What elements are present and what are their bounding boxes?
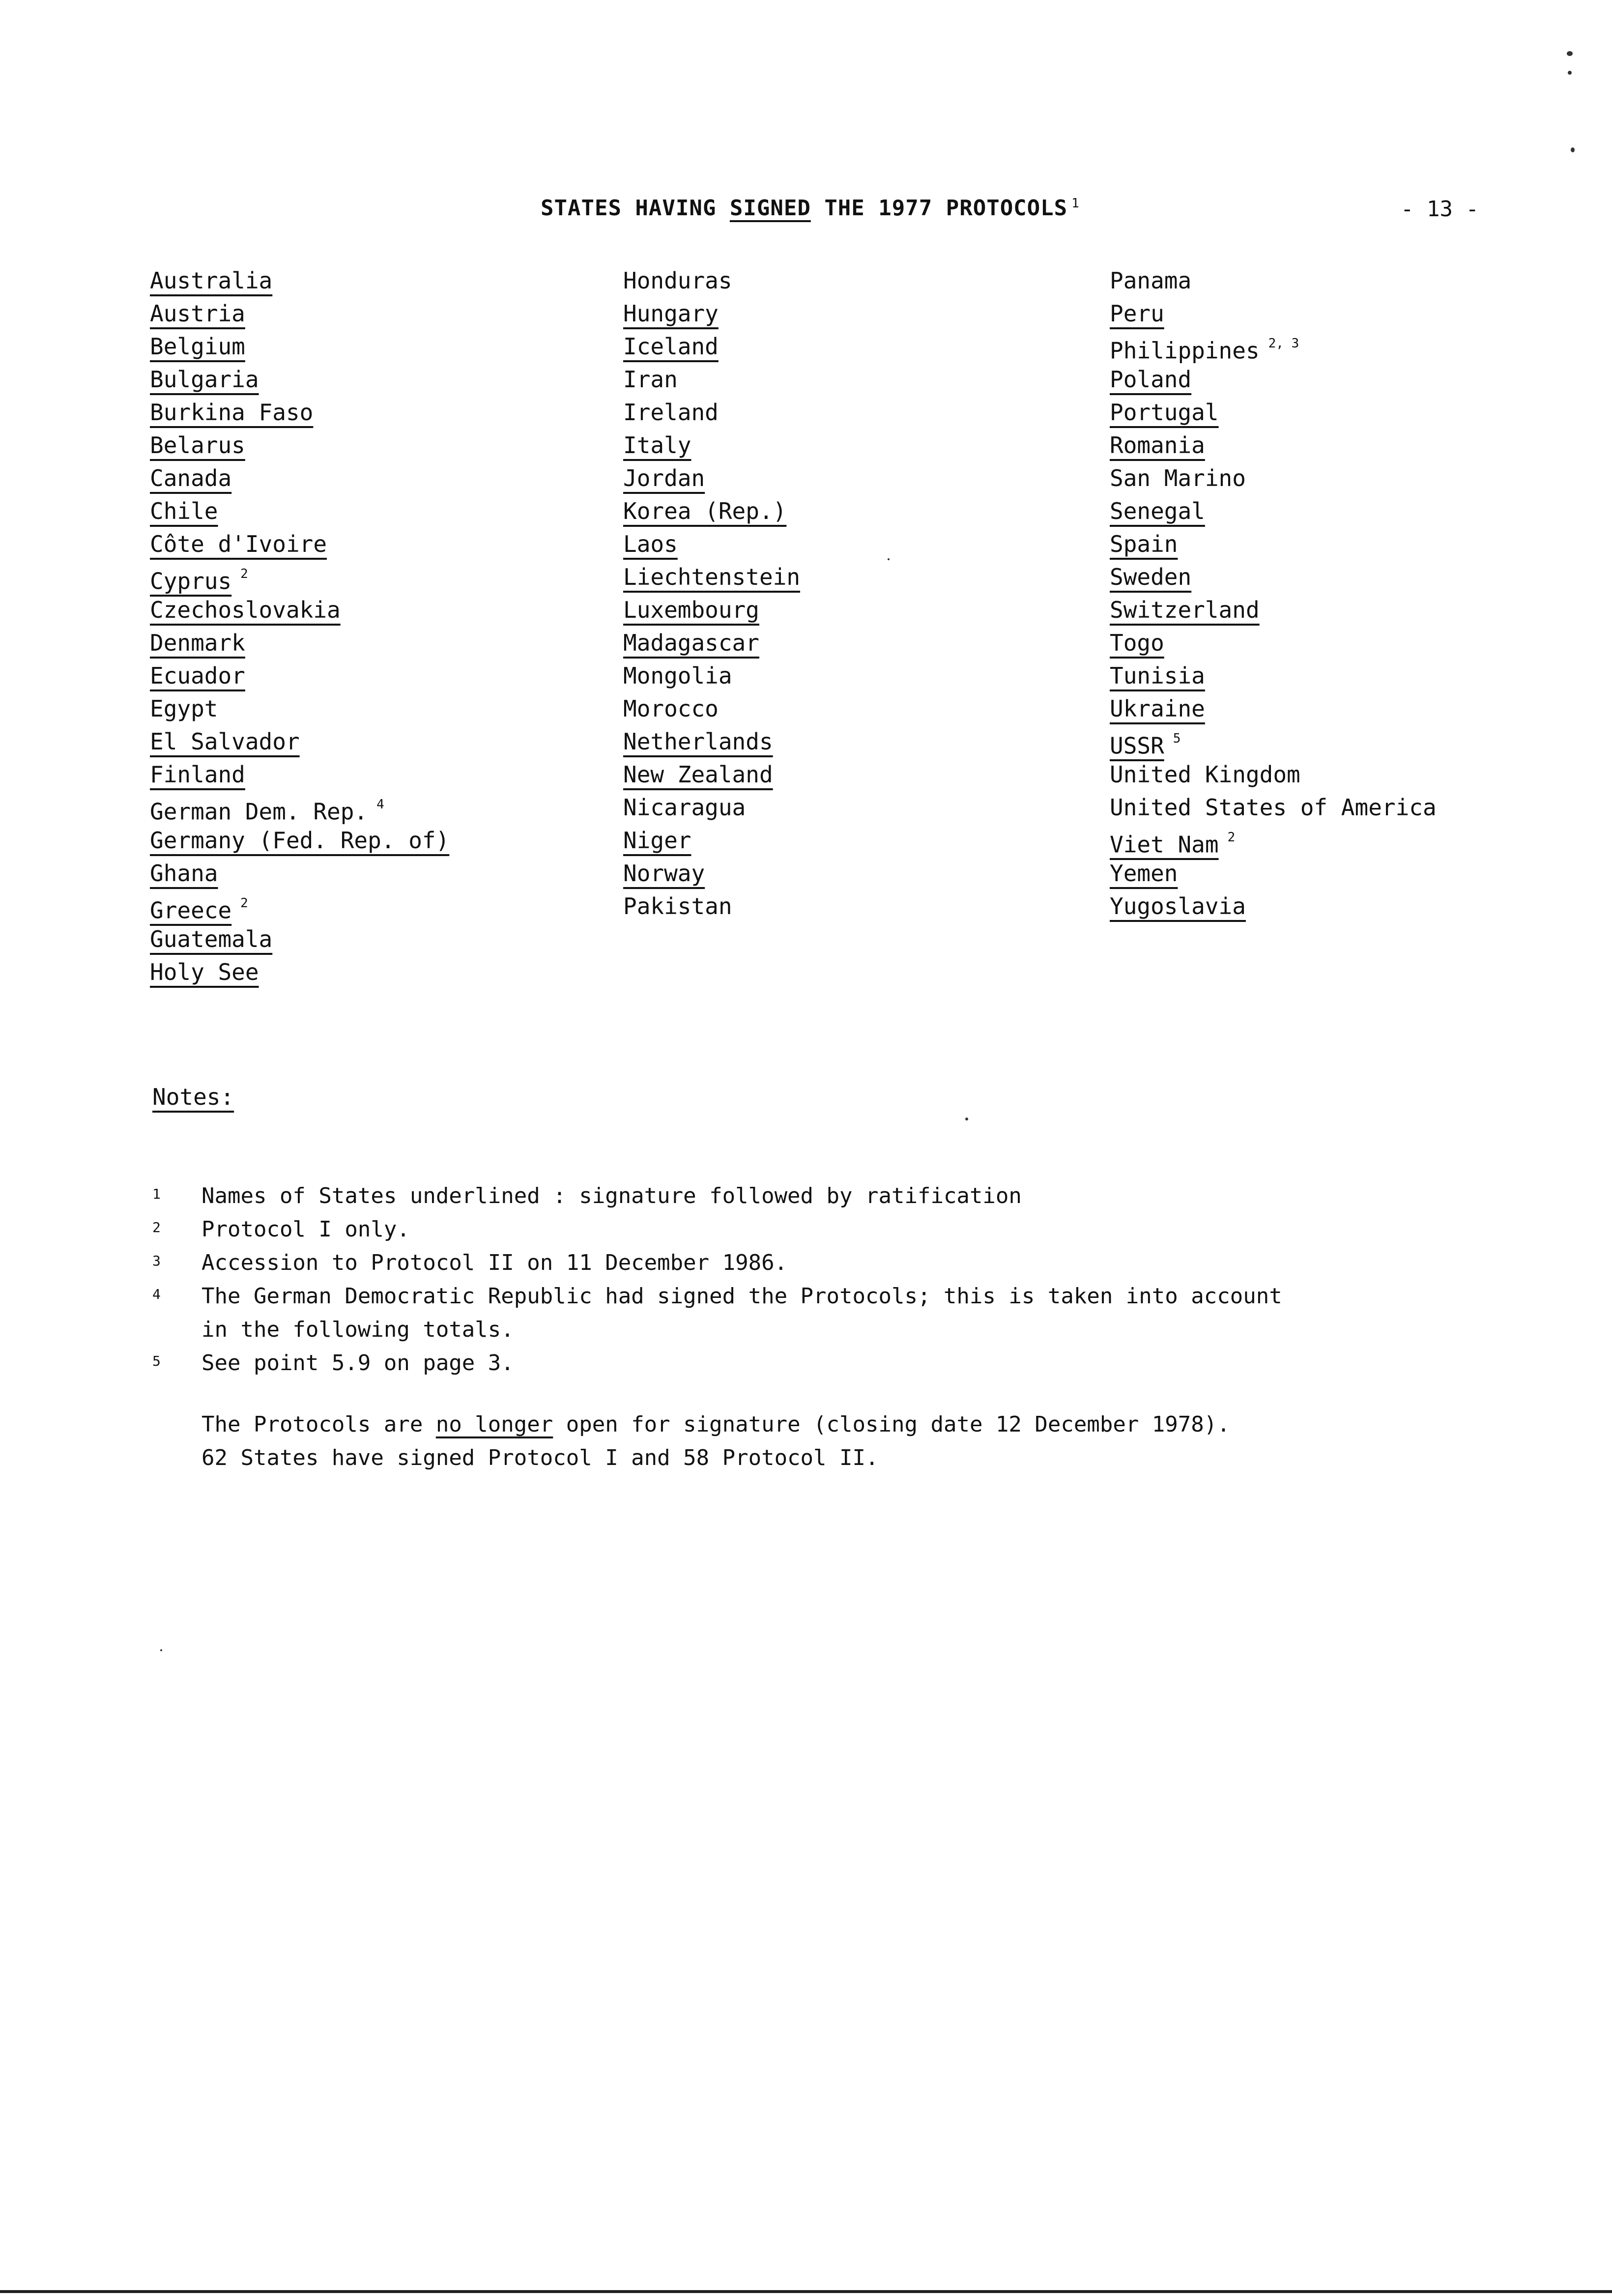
state-entry	[623, 660, 800, 692]
state-name: Hungary	[623, 300, 719, 327]
state-name: Switzerland	[1110, 597, 1260, 623]
state-entry	[1110, 857, 1437, 890]
state-entry	[1110, 330, 1437, 363]
state-name: Luxembourg	[623, 597, 759, 623]
state-name: Norway	[623, 860, 705, 887]
state-entry	[1110, 495, 1437, 528]
state-name: Laos	[623, 531, 678, 557]
note-marker: 5	[152, 1353, 161, 1369]
state-name: Austria	[150, 300, 245, 327]
state-entry	[623, 594, 800, 627]
state-name: Egypt	[150, 695, 218, 722]
state-entry	[623, 857, 800, 890]
notes-heading: Notes:	[152, 1084, 234, 1110]
title-text-underlined: SIGNED	[729, 196, 811, 221]
state-entry	[1110, 594, 1437, 627]
state-entry	[150, 495, 449, 528]
state-name: Czechoslovakia	[150, 597, 341, 623]
state-name: United Kingdom	[1110, 761, 1300, 788]
state-name: New Zealand	[623, 761, 773, 788]
state-footnote-marker: 5	[1173, 731, 1181, 746]
state-name: Morocco	[623, 695, 719, 722]
state-entry	[623, 692, 800, 725]
state-entry	[1110, 627, 1437, 660]
page-number: - 13 -	[1401, 197, 1479, 222]
note-marker: 1	[152, 1186, 161, 1202]
closing-line-2: 62 States have signed Protocol I and 58 Protocol II.	[202, 1445, 879, 1470]
note-text: The German Democratic Republic had signed the Protocols; this is taken into account in the following totals.	[202, 1284, 1282, 1342]
state-footnote-marker: 2	[240, 567, 248, 581]
closing-line-1	[202, 1408, 1230, 1441]
state-footnote-marker: 4	[376, 797, 384, 812]
state-name: Italy	[623, 432, 691, 459]
state-name: Iran	[623, 366, 678, 393]
state-entry	[623, 890, 800, 923]
state-entry	[1110, 890, 1437, 923]
state-entry	[150, 396, 449, 429]
state-name: Liechtenstein	[623, 564, 801, 590]
state-name: Belarus	[150, 432, 245, 459]
state-entry	[623, 791, 800, 824]
state-name: Jordan	[623, 465, 705, 491]
closing-text-after: open for signature (closing date 12 December 1978).	[553, 1412, 1230, 1437]
state-name: Greece	[150, 897, 232, 924]
state-entry	[623, 561, 800, 594]
state-entry	[150, 791, 449, 824]
note-text: Names of States underlined : signature followed by ratification	[202, 1183, 1022, 1208]
state-name: San Marino	[1110, 465, 1246, 491]
state-name: Portugal	[1110, 399, 1219, 426]
state-name: Belgium	[150, 333, 245, 360]
state-entry	[623, 330, 800, 363]
state-entry	[623, 725, 800, 758]
state-entry	[1110, 692, 1437, 725]
state-entry	[1110, 264, 1437, 297]
state-name: Sweden	[1110, 564, 1192, 590]
note-item	[152, 1213, 1282, 1246]
state-name: Holy See	[150, 959, 259, 985]
state-entry	[150, 561, 449, 594]
state-entry	[1110, 561, 1437, 594]
state-name: Senegal	[1110, 498, 1205, 524]
scan-speck	[1567, 51, 1573, 56]
state-entry	[150, 857, 449, 890]
state-entry	[150, 725, 449, 758]
state-name: Canada	[150, 465, 232, 491]
scan-speck	[160, 1649, 162, 1651]
state-name: USSR	[1110, 732, 1164, 759]
state-entry	[150, 429, 449, 462]
state-entry	[1110, 791, 1437, 824]
state-entry	[150, 824, 449, 857]
state-footnote-marker: 2	[240, 896, 248, 911]
state-entry	[150, 462, 449, 495]
note-text: Accession to Protocol II on 11 December 1986.	[202, 1250, 788, 1275]
state-name: Philippines	[1110, 337, 1260, 364]
states-column-1	[150, 264, 449, 989]
note-marker: 2	[152, 1219, 161, 1235]
state-name: Peru	[1110, 300, 1164, 327]
state-name: Yemen	[1110, 860, 1178, 887]
state-entry	[150, 758, 449, 791]
state-name: Viet Nam	[1110, 831, 1219, 858]
closing-paragraph	[202, 1408, 1230, 1475]
bottom-scan-edge	[0, 2290, 1612, 2293]
note-item	[152, 1246, 1282, 1280]
state-entry	[623, 297, 800, 330]
note-marker: 3	[152, 1253, 161, 1269]
state-name: Pakistan	[623, 893, 732, 919]
state-name: Ireland	[623, 399, 719, 426]
state-entry	[623, 429, 800, 462]
state-entry	[623, 462, 800, 495]
state-entry	[1110, 396, 1437, 429]
note-text: Protocol I only.	[202, 1217, 410, 1242]
state-name: Niger	[623, 827, 691, 854]
state-entry	[150, 264, 449, 297]
note-item	[152, 1280, 1282, 1347]
state-name: Côte d'Ivoire	[150, 531, 327, 557]
state-entry	[1110, 824, 1437, 857]
state-name: Netherlands	[623, 728, 773, 755]
state-name: Germany (Fed. Rep. of)	[150, 827, 450, 854]
notes-list	[152, 1179, 1282, 1380]
scan-speck	[1568, 71, 1572, 75]
states-column-3	[1110, 264, 1437, 923]
state-entry	[150, 660, 449, 692]
state-entry	[623, 495, 800, 528]
closing-text-underlined: no longer	[435, 1412, 553, 1437]
state-entry	[150, 363, 449, 396]
state-entry	[150, 297, 449, 330]
scan-speck	[1571, 147, 1575, 152]
state-name: Mongolia	[623, 662, 732, 689]
state-name: Nicaragua	[623, 794, 746, 821]
closing-text-before: The Protocols are	[202, 1412, 436, 1437]
state-entry	[1110, 363, 1437, 396]
note-item	[152, 1179, 1282, 1213]
state-entry	[150, 923, 449, 956]
state-entry	[150, 890, 449, 923]
state-name: Cyprus	[150, 568, 232, 595]
state-entry	[623, 396, 800, 429]
states-column-2	[623, 264, 800, 923]
state-entry	[150, 692, 449, 725]
state-name: Bulgaria	[150, 366, 259, 393]
state-entry	[150, 330, 449, 363]
state-name: Madagascar	[623, 630, 759, 656]
state-entry	[1110, 528, 1437, 561]
state-name: Ukraine	[1110, 695, 1205, 722]
state-entry	[1110, 660, 1437, 692]
title-footnote-marker: 1	[1071, 196, 1080, 211]
state-entry	[1110, 297, 1437, 330]
note-item	[152, 1347, 1282, 1380]
state-entry	[623, 627, 800, 660]
title-text-before: STATES HAVING	[541, 196, 730, 221]
state-entry	[1110, 725, 1437, 758]
state-entry	[623, 758, 800, 791]
state-entry	[150, 956, 449, 989]
state-name: Panama	[1110, 267, 1192, 294]
state-entry	[1110, 462, 1437, 495]
state-footnote-marker: 2, 3	[1268, 336, 1299, 351]
state-name: Tunisia	[1110, 662, 1205, 689]
state-name: Ecuador	[150, 662, 245, 689]
note-marker: 4	[152, 1286, 161, 1302]
state-name: Denmark	[150, 630, 245, 656]
state-name: Spain	[1110, 531, 1178, 557]
state-entry	[150, 594, 449, 627]
state-entry	[623, 363, 800, 396]
page-title	[541, 196, 1080, 221]
state-name: Poland	[1110, 366, 1192, 393]
state-entry	[623, 528, 800, 561]
state-name: El Salvador	[150, 728, 300, 755]
state-name: Finland	[150, 761, 245, 788]
scan-speck	[888, 558, 890, 560]
state-entry	[150, 627, 449, 660]
state-name: Togo	[1110, 630, 1164, 656]
note-text: See point 5.9 on page 3.	[202, 1350, 514, 1376]
state-entry	[623, 824, 800, 857]
state-name: Iceland	[623, 333, 719, 360]
state-name: Korea (Rep.)	[623, 498, 787, 524]
title-text-after: THE 1977 PROTOCOLS	[810, 196, 1068, 221]
state-name: Honduras	[623, 267, 732, 294]
state-name: United States of America	[1110, 794, 1437, 821]
state-footnote-marker: 2	[1227, 830, 1236, 845]
state-entry	[1110, 758, 1437, 791]
scan-speck	[965, 1118, 968, 1120]
state-entry	[623, 264, 800, 297]
state-name: Romania	[1110, 432, 1205, 459]
state-name: Guatemala	[150, 926, 273, 952]
state-name: Ghana	[150, 860, 218, 887]
state-name: Yugoslavia	[1110, 893, 1246, 919]
state-name: Burkina Faso	[150, 399, 314, 426]
state-name: Chile	[150, 498, 218, 524]
state-entry	[1110, 429, 1437, 462]
state-name: German Dem. Rep.	[150, 798, 368, 825]
state-name: Australia	[150, 267, 273, 294]
state-entry	[150, 528, 449, 561]
